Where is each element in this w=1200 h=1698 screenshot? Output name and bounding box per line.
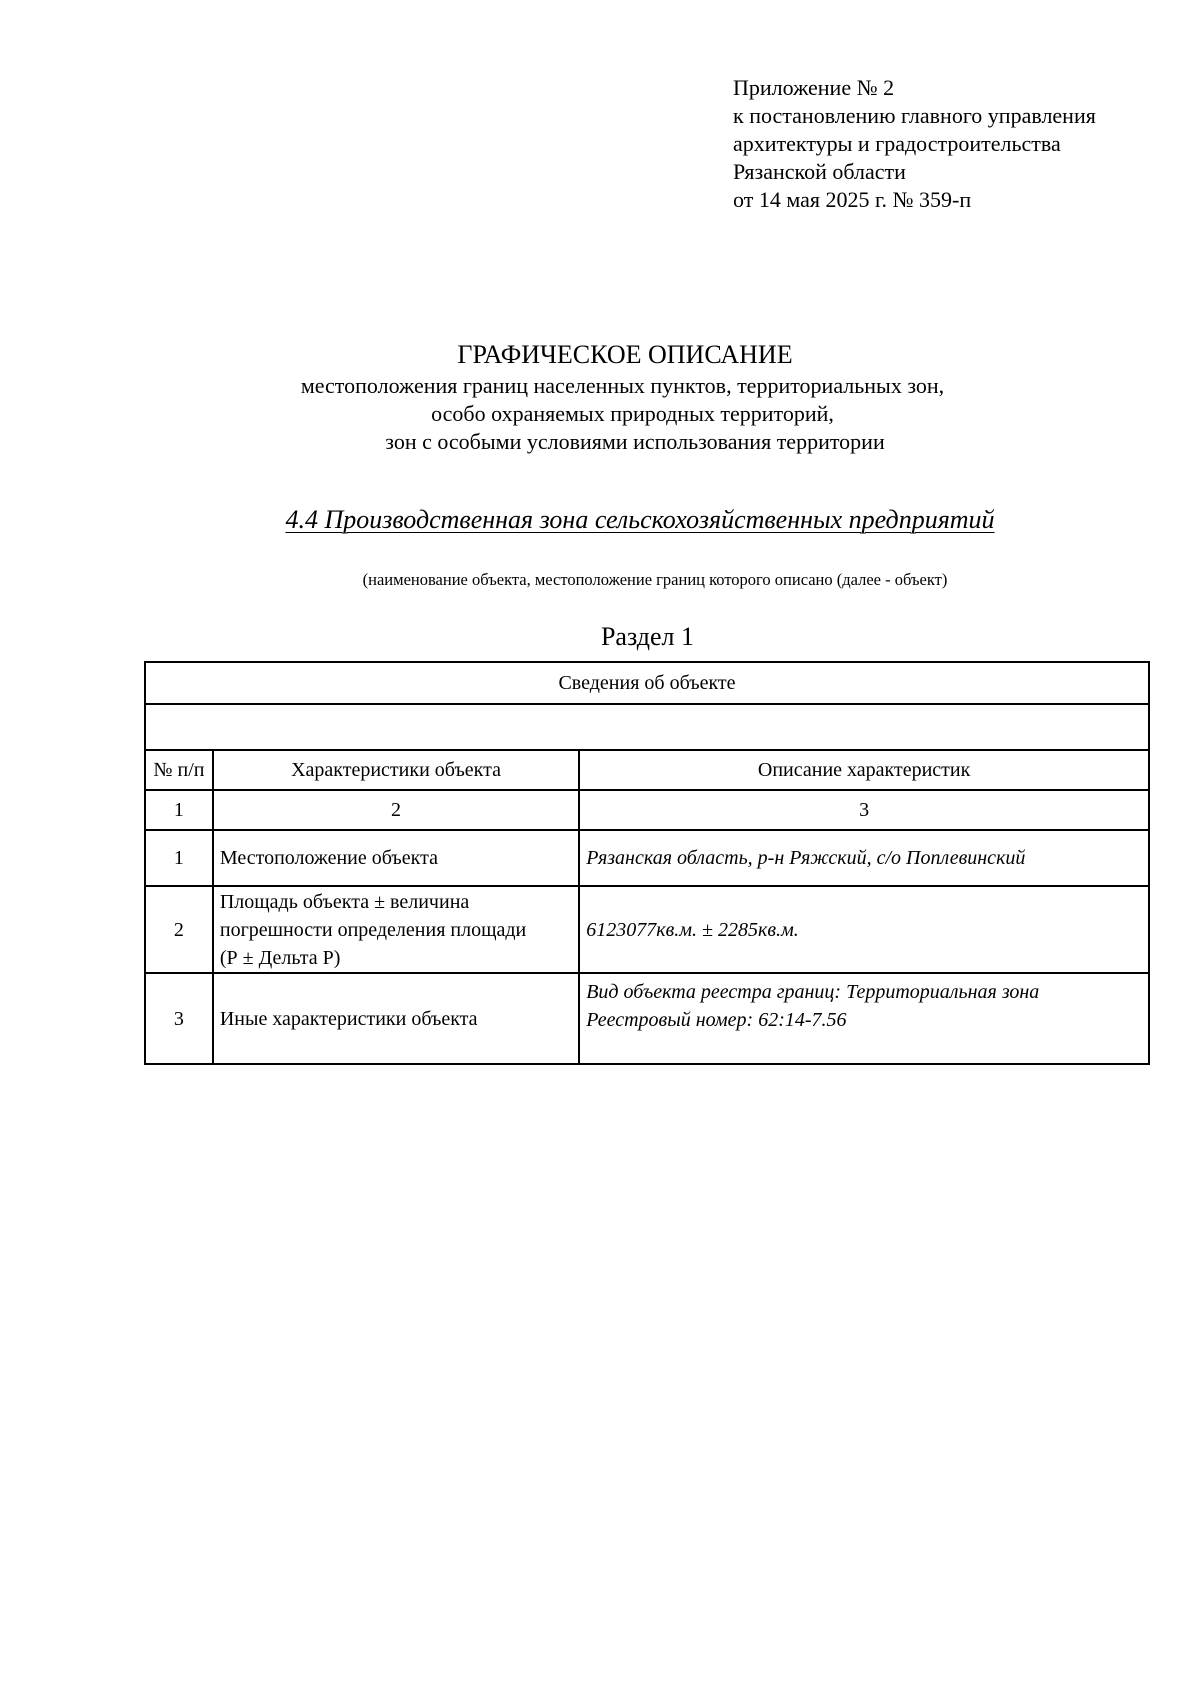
object-info-table [144,661,1150,1065]
document-subtitle-line: зон с особыми условиями использования территории [385,429,885,454]
appendix-line: архитектуры и градостроительства [733,131,1061,156]
section-title-text: Раздел 1 [600,622,695,651]
row-number-cell: 2 [145,886,213,973]
row-description-line: Реестровый номер: 62:14-7.56 [586,1009,847,1031]
table-empty-row [145,704,1149,750]
row-characteristic-line: (Р ± Дельта Р) [219,946,341,969]
row-description-cell [579,973,1149,1064]
row-characteristic-cell: Местоположение объекта [213,830,579,886]
column-header-characteristic: Характеристики объекта [213,750,579,790]
section-title [0,622,1200,652]
document-subtitle-line: местоположения границ населенных пунктов, территориальных зон, [300,373,945,398]
column-number-cell: 3 [579,790,1149,830]
appendix-line: от 14 мая 2025 г. № 359-п [733,187,972,212]
row-characteristic-cell: Иные характеристики объекта [213,973,579,1064]
row-characteristic-line: погрешности определения площади [219,918,527,941]
document-heading [0,338,1200,456]
table-row [145,973,1149,1064]
appendix-line: Приложение № 2 [733,75,895,100]
document-title: ГРАФИЧЕСКОЕ ОПИСАНИЕ [457,340,793,369]
column-header-description: Описание характеристик [579,750,1149,790]
row-number-cell: 1 [145,830,213,886]
table-row [145,886,1149,973]
row-characteristic-line: Площадь объекта ± величина [219,890,470,913]
row-number-cell: 3 [145,973,213,1064]
table-row [145,830,1149,886]
table-columns-row [145,750,1149,790]
row-description-line: Вид объекта реестра границ: Территориальная зона [586,981,1040,1003]
row-description-line: 6123077кв.м. ± 2285кв.м. [586,918,799,941]
column-header-number: № п/п [145,750,213,790]
column-number-cell: 2 [213,790,579,830]
column-number-cell: 1 [145,790,213,830]
row-description-line: Рязанская область, р-н Ряжский, с/о Поплевинский [586,846,1026,869]
table-column-numbers-row [145,790,1149,830]
row-characteristic-cell [213,886,579,973]
row-description-cell [579,886,1149,973]
row-description-cell [579,830,1149,886]
object-name [0,505,1200,535]
object-caption [0,570,1200,590]
appendix-line: Рязанской области [733,159,906,184]
table-header-row [145,662,1149,704]
document-subtitle-line: особо охраняемых природных территорий, [431,401,834,426]
object-name-text: 4.4 Производственная зона сельскохозяйственных предприятий [285,505,995,534]
table-header-cell: Сведения об объекте [145,662,1149,704]
appendix-line: к постановлению главного управления [733,103,1096,128]
object-caption-text: (наименование объекта, местоположение границ которого описано (далее - объект) [362,570,948,589]
table-empty-cell [145,704,1149,750]
appendix-block [733,74,1096,214]
